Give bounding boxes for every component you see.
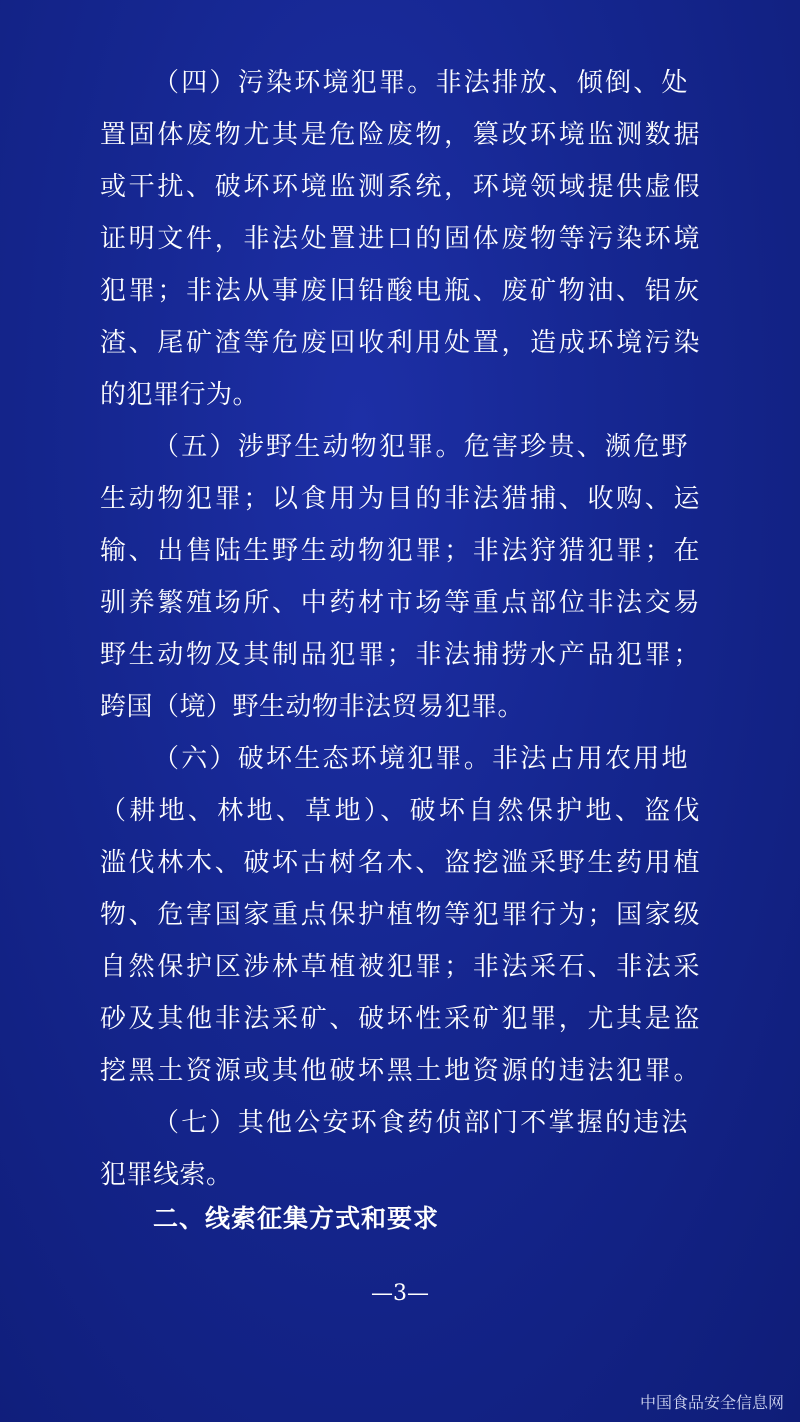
section-four-line-7: 的犯罪行为。 [100,380,260,410]
watermark-text: 中国食品安全信息网 [639,1393,784,1412]
section-four-line-6: 渣、尾矿渣等危废回收利用处置，造成环境污染 [100,328,700,358]
section-five-line-2: 生动物犯罪；以食用为目的非法猎捕、收购、运 [100,484,700,514]
section-four-line-5: 犯罪；非法从事废旧铅酸电瓶、废矿物油、铝灰 [100,276,700,306]
section-six-line-5: 自然保护区涉林草植被犯罪；非法采石、非法采 [100,952,700,982]
section-six-line-6: 砂及其他非法采矿、破坏性采矿犯罪，尤其是盗 [100,1004,700,1034]
section-five-line-6: 跨国（境）野生动物非法贸易犯罪。 [100,692,525,722]
section-five-line-4: 驯养繁殖场所、中药材市场等重点部位非法交易 [100,588,700,618]
section-five-line-1: （五）涉野生动物犯罪。危害珍贵、濒危野 [153,432,688,462]
section-four-line-4: 证明文件，非法处置进口的固体废物等污染环境 [100,224,700,254]
section-five-line-5: 野生动物及其制品犯罪；非法捕捞水产品犯罪； [100,640,700,670]
section-seven-line-2: 犯罪线索。 [100,1160,233,1190]
section-four-line-3: 或干扰、破坏环境监测系统，环境领域提供虚假 [100,172,700,202]
section-heading: 二、线索征集方式和要求 [153,1204,440,1233]
section-six-line-1: （六）破坏生态环境犯罪。非法占用农用地 [153,744,688,774]
section-six-line-3: 滥伐林木、破坏古树名木、盗挖滥采野生药用植 [100,848,700,878]
section-seven-line-1: （七）其他公安环食药侦部门不掌握的违法 [153,1108,688,1138]
section-six-line-2: （耕地、林地、草地）、破坏自然保护地、盗伐 [100,796,700,826]
section-five-line-3: 输、出售陆生野生动物犯罪；非法狩猎犯罪；在 [100,536,700,566]
page-number: —3— [371,1281,429,1306]
section-six-line-4: 物、危害国家重点保护植物等犯罪行为；国家级 [100,900,700,930]
section-six-line-7: 挖黑土资源或其他破坏黑土地资源的违法犯罪。 [100,1056,700,1086]
section-four-line-2: 置固体废物尤其是危险废物，篡改环境监测数据 [100,120,700,150]
section-four-line-1: （四）污染环境犯罪。非法排放、倾倒、处 [153,68,688,98]
